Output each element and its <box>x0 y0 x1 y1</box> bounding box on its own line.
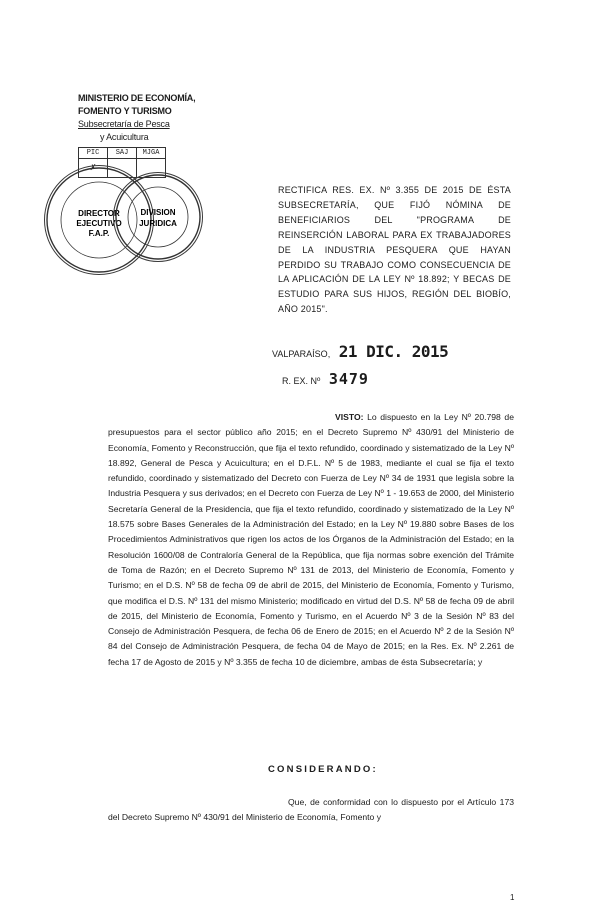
visto-section <box>108 410 514 670</box>
subsecretaria-name-cont: y Acuicultura <box>100 132 149 142</box>
visa-header: SAJ <box>108 148 137 159</box>
svg-text:F.A.P.: F.A.P. <box>88 229 110 238</box>
que-text: de conformidad con lo dispuesto por el Artículo 173 del Decreto Supremo Nº 430/91 del Ministerio de Economía, Fomento y <box>108 797 514 823</box>
resolution-label: R. EX. Nº <box>282 376 321 386</box>
date-line <box>272 342 448 361</box>
visa-header: MJGA <box>137 148 166 159</box>
resolution-number: 3479 <box>328 370 369 388</box>
considerando-heading: CONSIDERANDO: <box>268 764 378 775</box>
subsecretaria-name: Subsecretaría de Pesca <box>78 119 170 129</box>
svg-text:DIRECTOR: DIRECTOR <box>78 209 120 218</box>
ministry-name: MINISTERIO DE ECONOMÍA, <box>78 93 196 103</box>
svg-text:EJECUTIVO: EJECUTIVO <box>76 219 122 228</box>
visto-label: VISTO: <box>335 412 364 422</box>
legal-division-stamp-graphic <box>114 173 202 261</box>
visa-header: PIC <box>79 148 108 159</box>
svg-text:JURIDICA: JURIDICA <box>139 219 177 228</box>
date-stamp: 21 DIC. 2015 <box>338 342 449 361</box>
resolution-number-line <box>282 370 369 388</box>
visa-mark: ✗ <box>79 159 108 178</box>
page-number: 1 <box>510 893 515 902</box>
legal-division-stamp <box>113 172 203 262</box>
svg-text:DIVISION: DIVISION <box>140 208 176 217</box>
ministry-header <box>78 92 195 144</box>
considerando-paragraph <box>108 795 514 826</box>
que-label: Que, <box>288 797 307 807</box>
visto-text: Lo dispuesto en la Ley Nº 20.798 de presupuestos para el sector público año 2015; en el Decreto Supremo Nº 430/91 del Ministerio de Economía, Fomento y Reconstrucción, que fija el texto refundido, coordinado y sistematizado de la Ley Nº 18.892, General de Pesca y Acuicultura; en el D.F.L. Nº 5 de 1983, mediante el cual se fija el texto refundido, coordinado y sistematizado del Decreto con Fuerza de Ley Nº 34 de 1931 que legisla sobre la Industria Pesquera y sus derivados; en el Decreto con Fuerza de Ley Nº 1 - 19.653 de 2000, del Ministerio Secretaría General de la Presidencia, que fija el texto refundido, coordinado y sistematizado de la Ley Nº 18.575 sobre Bases Generales de la Administración del Estado; en la Ley Nº 19.880 sobre Bases de los Procedimientos Administrativos que rigen los actos de los Órganos de la Administración del Estado; en la Resolución 1600/08 de Contraloría General de la República, que fija normas sobre exención del Trámite de Toma de Razón; en el Decreto Supremo Nº 131 de 2013, del Ministerio de Economía, Fomento y Turismo; en el D.S. Nº 58 de fecha 09 de abril de 2015, del Ministerio de Economía, Fomento y Turismo, que modifica el D.S. Nº 131 del mismo Ministerio; modificado en virtud del D.S. Nº 58 de fecha 09 de abril de 2015, del Ministerio de Economía, Fomento y Turismo, en el Acuerdo Nº 3 de la Sesión Nº 83 del Consejo de Administración Pesquera, de fecha 06 de Enero de 2015; en el Acuerdo Nº 2 de la Sesión Nº 84 del Consejo de Administración Pesquera, de fecha 04 de Mayo de 2015; en la Res. Ex. Nº 2.261 de fecha 17 de Agosto de 2015 y Nº 3.355 de fecha 10 de diciembre, ambas de ésta Subsecretaría; y <box>108 412 514 667</box>
ministry-name-cont: FOMENTO Y TURISMO <box>78 106 172 116</box>
resolution-title: RECTIFICA RES. EX. Nº 3.355 DE 2015 DE ÉSTA SUBSECRETARÍA, QUE FIJÓ NÓMINA DE BENEFICIARIOS DEL "PROGRAMA DE REINSERCIÓN LABORAL PARA EX TRABAJADORES DE LA INDUSTRIA PESQUERA QUE HAYAN PERDIDO SU TRABAJO COMO CONSECUENCIA DE LA APLICACIÓN DE LA LEY Nº 18.892; Y BECAS DE ESTUDIO PARA SUS HIJOS, REGIÓN DEL BIOBÍO, AÑO 2015". <box>278 185 511 315</box>
place-label: VALPARAÍSO, <box>272 349 331 359</box>
